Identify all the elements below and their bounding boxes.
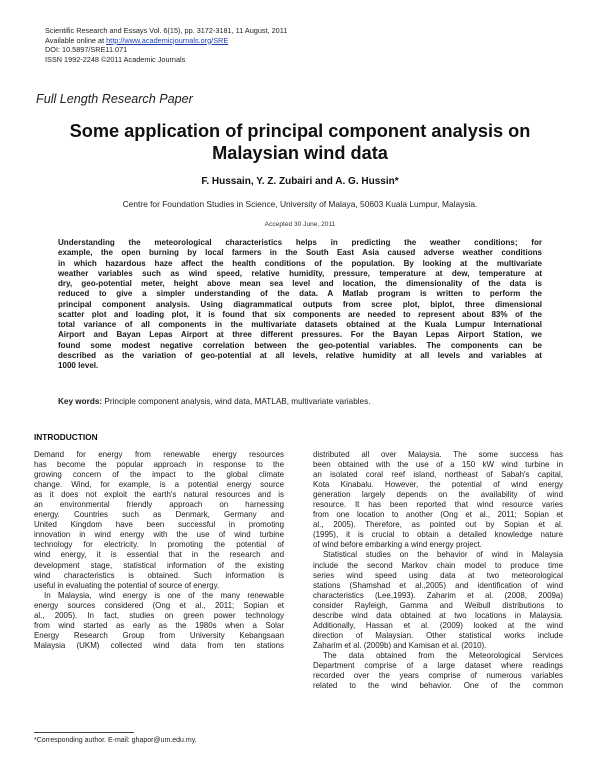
text-line: energy. Countries such as Denmark, Germany and (34, 510, 284, 520)
text-line: change. Wind, for example, is a potential energy source (34, 480, 284, 490)
text-line: in which hazardous haze affect the health conditions of the population. By looking at the multivariate (58, 258, 542, 268)
text-line: Zaharim et al. (2009b) and Kamisan et al. (2010). (313, 640, 487, 650)
text-line: In Malaysia, wind energy is one of the many renewable (44, 590, 284, 600)
footnote-rule (34, 732, 134, 733)
text-line: Demand for energy from renewable energy resources (34, 450, 284, 459)
title-line-2: Malaysian wind data (212, 143, 388, 163)
text-line: distributed all over Malaysia. The some success has (313, 450, 563, 459)
issn-text: ISSN 1992-2248 ©2011 Academic Journals (45, 54, 186, 64)
text-line: Airport and Bayan Lepas Airport at three different pressures. For the Bayan Lepas Airport Station, we (58, 330, 542, 340)
text-line: from one location to another (Ong et al., 2011; Sopian et (313, 510, 563, 520)
text-line: Energy Research Group from University Kebangsaan (34, 630, 284, 640)
text-line: direction of Malaysian. Other statistical works include (313, 630, 563, 640)
text-line: development stage, statistical information of the existing (34, 560, 284, 570)
text-line: has become the popular approach in response to the (34, 460, 284, 470)
text-line: reduced to give a simpler understanding of the data. A Matlab program is written to perform the (58, 289, 542, 299)
right-column-text (313, 450, 563, 691)
text-line: found some modest negative correlation between the geo-potential variables. The components can be (58, 340, 542, 350)
text-line: been obtained with the use of a 150 kW wind turbine in (313, 460, 563, 470)
text-line: describe wind data obtained at two locations in Malaysia. (313, 610, 563, 620)
text-line: example, the open burning by local farmers in the South East Asia caused adverse weather conditions (58, 248, 542, 258)
keywords-text: Principle component analysis, wind data, MATLAB, multivariate variables. (104, 397, 371, 406)
text-line: weather variables such as wind speed, relative humidity, pressure, temperature at dew, temperature at (58, 268, 542, 278)
abstract (58, 238, 542, 371)
text-line: stations (Shamshad et al.,2005) and identification of wind (313, 580, 563, 590)
text-line: energy sources considered (Ong et al., 2011; Sopian et (34, 600, 284, 610)
text-line: described as the variation of geo-potential at all levels, relative humidity at all levels and variables at (58, 350, 542, 360)
keywords (58, 397, 542, 406)
text-line: consider Rayleigh, Gamma and Weibull distributions to (313, 600, 563, 610)
text-line: technology for electricity. In promoting the potential of (34, 540, 284, 550)
keywords-label: Key words: (58, 397, 103, 406)
text-line: Malaysia (UKM) collected wind data from ten stations (34, 640, 284, 650)
right-column (313, 450, 563, 691)
text-line: as it does not exploit the earth's natural resources and is (34, 490, 284, 500)
footnote: *Corresponding author. E-mail: ghapor@um.edu.my. (34, 737, 197, 744)
text-line: series wind speed using data at two meteorological (313, 570, 563, 580)
text-line: recorded over the years comprise of numerous variables (313, 671, 563, 681)
text-line: Additionally, Hassan et al. (2009) looked at the wind (313, 620, 563, 630)
paper-title (40, 120, 560, 164)
journal-citation: Scientific Research and Essays Vol. 6(15), pp. 3172-3181, 11 August, 2011 (45, 26, 288, 35)
text-line: 1000 level. (58, 361, 99, 370)
affiliation: Centre for Foundation Studies in Science, University of Malaya, 50603 Kuala Lumpur, Malaysia. (122, 199, 478, 209)
text-line: related to the wind behavior. One of the common (313, 681, 563, 691)
text-line: principal component analysis. Using diagrammatical outputs from scree plot, biplot, three dimensional (58, 299, 542, 309)
authors: F. Hussain, Y. Z. Zubairi and A. G. Hussin* (201, 176, 399, 187)
text-line: include the second Markov chain model to produce time (313, 560, 563, 570)
text-line: resource. It has been reported that wind resource varies (313, 500, 563, 510)
text-line: scatter plot and loading plot, it is found that six components are needed to represent about 83% of the (58, 309, 542, 319)
journal-url-link[interactable]: http://www.academicjournals.org/SRE (106, 35, 229, 45)
text-line: Understanding the meteorological characteristics helps in predicting the weather conditions; for (58, 238, 542, 247)
abstract-text (58, 238, 542, 371)
text-line: Statistical studies on the behavior of wind in Malaysia (323, 550, 563, 560)
introduction-heading: INTRODUCTION (34, 432, 98, 442)
text-line: dry, geo-potential meter, height above mean sea level and location, the dimensionality of the data is (58, 279, 542, 288)
title-line-1: Some application of principal component analysis on (69, 121, 531, 141)
text-line: Kota Kinabalu. However, the potential of wind energy (313, 480, 563, 490)
text-line: The data obtained from the Meteorological Services (323, 650, 563, 660)
text-line: useful in evaluating the potential of source of energy. (34, 580, 220, 590)
left-column-text (34, 450, 284, 651)
text-line: of wind before embarking a wind energy project. (313, 540, 482, 550)
text-line: wind energy, it is essential that in the research and (34, 550, 284, 560)
text-line: al., 2005). In fact, studies on green power technology (34, 610, 284, 620)
paper-type: Full Length Research Paper (36, 92, 193, 106)
text-line: total variance of all components in the multivariate datasets obtained at the Kuala Lumpur International (58, 320, 542, 329)
text-line: (1995), it is crucial to obtain a detailed knowledge nature (313, 530, 563, 540)
text-line: from wind started as early as the 1980s when a Solar (34, 620, 284, 630)
text-line: an environmental friendly approach on harnessing (34, 500, 284, 510)
text-line: Department comprise of a large dataset where readings (313, 660, 563, 670)
text-line: United Kingdom have been successful in promoting (34, 520, 284, 530)
text-line: characteristics (Lee,1993). Zaharim et al. (2008, 2009a) (313, 590, 563, 600)
text-line: wind characteristics is obtained. Such information is (34, 570, 284, 580)
left-column (34, 450, 284, 651)
journal-header (45, 26, 345, 64)
accepted-date: Accepted 30 June, 2011 (264, 221, 336, 228)
text-line: an isolated coral reef island, northeast of Sabah's capital, (313, 470, 563, 480)
doi-text: DOI: 10.5897/SRE11.071 (45, 45, 128, 55)
text-line: growing concern of the impact to the global climate (34, 470, 284, 480)
text-line: generation largely depends on the availability of wind (313, 490, 563, 500)
available-online: Available online at http://www.academicjournals.org/SRE (45, 35, 229, 45)
text-line: al., 2005). Therefore, as pointed out by Sopian et al. (313, 520, 563, 530)
text-line: innovation in wind energy with the use of wind turbine (34, 530, 284, 540)
